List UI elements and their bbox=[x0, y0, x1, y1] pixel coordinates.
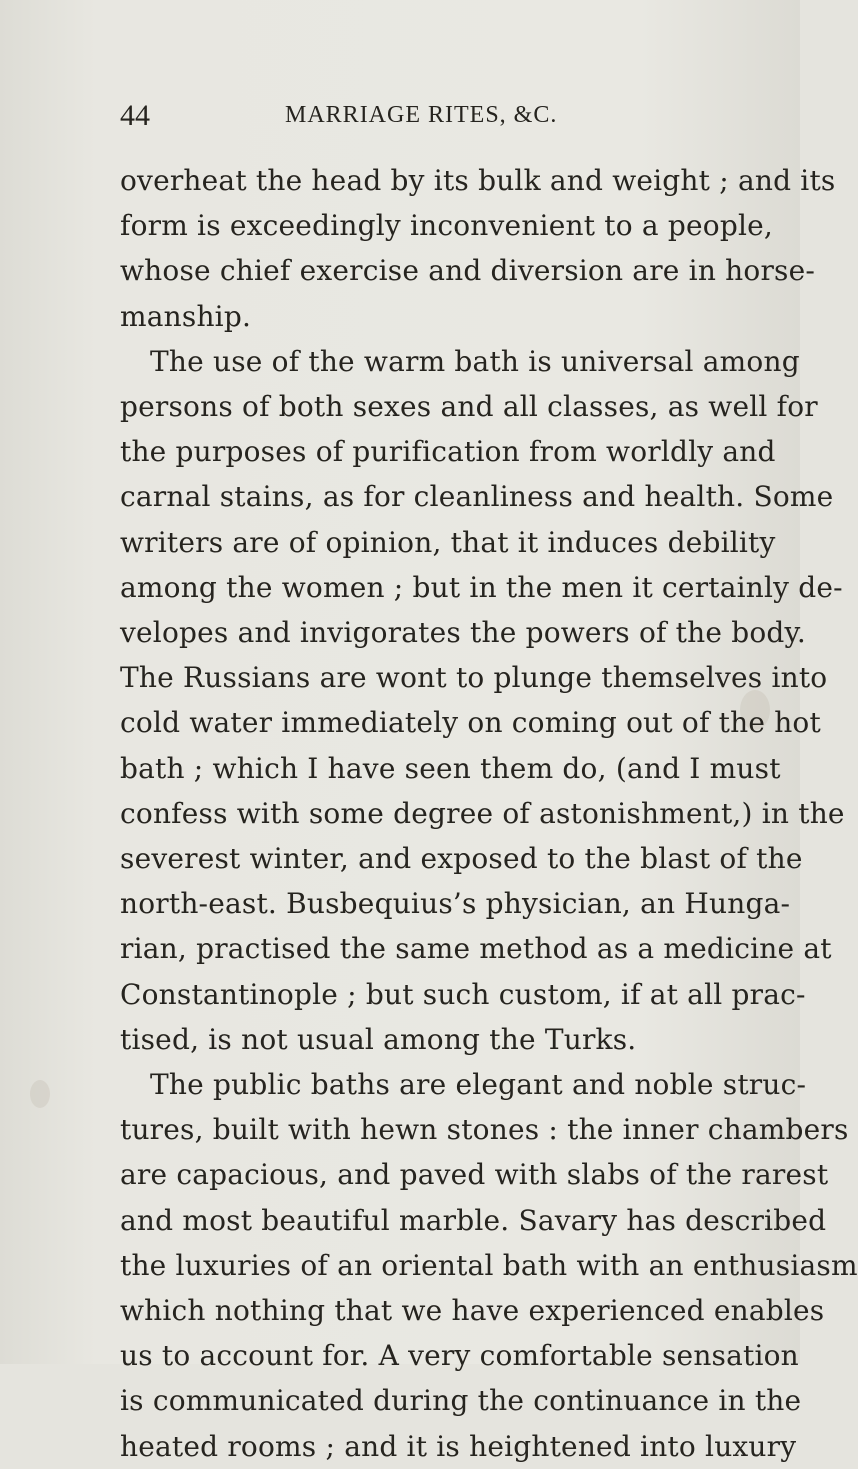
text-line: heated rooms ; and it is heightened into luxury bbox=[120, 1429, 797, 1463]
text-line: us to account for. A very comfortable sensation bbox=[120, 1339, 799, 1373]
text-line: severest winter, and exposed to the blast of the bbox=[120, 842, 803, 876]
text-line: the luxuries of an oriental bath with an enthusiasm bbox=[120, 1248, 858, 1282]
text-line: the purposes of purification from worldly and bbox=[120, 435, 776, 469]
paper-stain bbox=[30, 1080, 50, 1108]
text-line: bath ; which I have seen them do, (and I must bbox=[120, 751, 781, 785]
text-line: writers are of opinion, that it induces debility bbox=[120, 525, 776, 559]
text-line: confess with some degree of astonishment,) in the bbox=[120, 796, 845, 830]
text-line: north-east. Busbequius’s physician, an Hunga- bbox=[120, 887, 791, 921]
text-line: which nothing that we have experienced enables bbox=[120, 1294, 825, 1328]
text-line: tures, built with hewn stones : the inner chambers bbox=[120, 1113, 849, 1147]
text-line: form is exceedingly inconvenient to a people, bbox=[120, 209, 773, 243]
text-line: rian, practised the same method as a medicine at bbox=[120, 932, 832, 966]
text-line: manship. bbox=[120, 299, 252, 333]
text-line: The Russians are wont to plunge themselves into bbox=[120, 661, 828, 695]
text-line: overheat the head by its bulk and weight ; and its bbox=[120, 164, 836, 197]
text-line: Constantinople ; but such custom, if at all prac- bbox=[120, 977, 806, 1011]
text-line: whose chief exercise and diversion are in horse- bbox=[120, 254, 816, 288]
body-text bbox=[120, 158, 858, 1469]
page-number: 44 bbox=[120, 99, 150, 132]
text-line: The use of the warm bath is universal among bbox=[150, 344, 800, 378]
text-line: are capacious, and paved with slabs of the rarest bbox=[120, 1158, 829, 1192]
text-line: and most beautiful marble. Savary has described bbox=[120, 1203, 827, 1237]
page-header bbox=[120, 96, 740, 146]
text-line: tised, is not usual among the Turks. bbox=[120, 1022, 637, 1056]
text-line: among the women ; but in the men it certainly de- bbox=[120, 570, 843, 604]
text-line: carnal stains, as for cleanliness and health. Some bbox=[120, 480, 834, 514]
text-line: is communicated during the continuance in the bbox=[120, 1384, 802, 1418]
text-line: cold water immediately on coming out of the hot bbox=[120, 706, 821, 740]
text-line: persons of both sexes and all classes, as well for bbox=[120, 390, 818, 424]
running-head: MARRIAGE RITES, &C. bbox=[285, 102, 558, 128]
text-line: The public baths are elegant and noble struc- bbox=[150, 1068, 807, 1102]
text-line: velopes and invigorates the powers of the body. bbox=[120, 616, 806, 650]
